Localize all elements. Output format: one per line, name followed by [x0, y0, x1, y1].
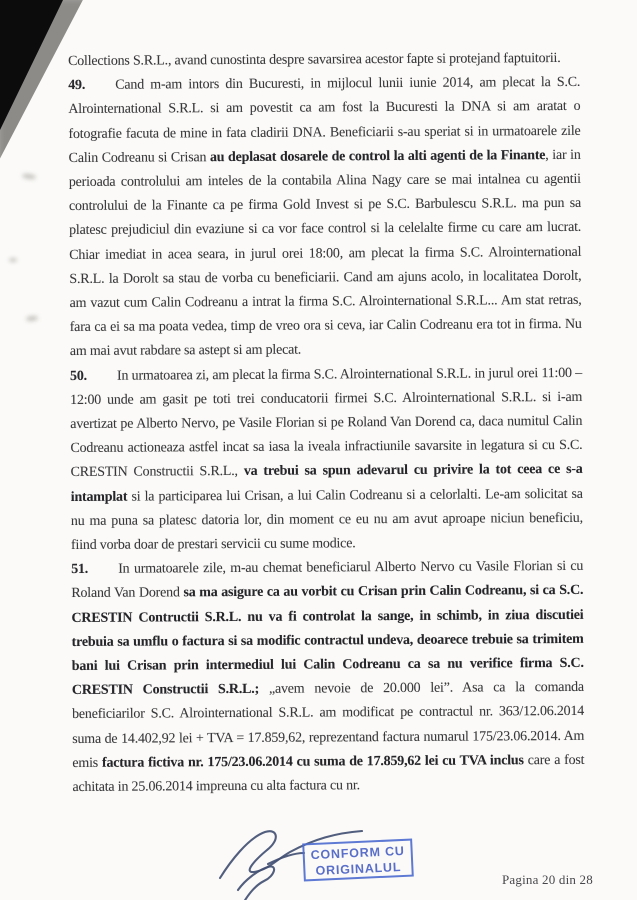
scan-smudge	[22, 173, 37, 180]
text-segment: , iar in perioada controlului am inteles de la contabila Alina Nagy care se mai intalnea cu agentii controlului de la Finante ca pe firma Gold Invest si pe S.C. Barbulescu S.R.L. ma pun sa platesc prejudiciul din evaziune si ca vor face control si la celelalte firme cu care am lucrat. Chiar imediat in acea seara, in jurul orei 18:00, am plecat la firma S.C. Alrointernational S.R.L. la Dorolt sa stau de vorba cu beneficiarii. Cand am ajuns acolo, in localitatea Dorolt, am vazut cum Calin Codreanu a intrat la firma S.C. Alrointernational S.R.L... Am stat retras, fara ca ei sa ma poata vedea, timp de vreo ora si ceva, iar Calin Codreanu era tot in firma. Nu am mai avut rabdare sa astept si am plecat.	[68, 147, 582, 360]
text-segment: Cand m-am intors din Bucuresti, in mijlocul lunii iunie 2014, am plecat la S.C. Alrointernational S.R.L. si am povestit ca am fost la Bucuresti la DNA si am aratat o fotografie facuta de mine in fata cladirii DNA. Beneficiarii s-au speriat si in urmatoarele zile Calin Codreanu si Crisan	[68, 75, 581, 166]
stamp-line-1: CONFORM CU	[310, 843, 405, 863]
text-segment: In urmatoarele zile, m-au chemat beneficiarul Alberto Nervo cu Vasile Florian si cu Roland Van Dorend	[71, 559, 584, 602]
paragraph-number: 50.	[69, 368, 87, 384]
paragraph-49	[68, 71, 582, 365]
bold-text-segment: va trebui sa spun adevarul cu privire la tot ceea ce s-a intamplat	[70, 462, 583, 505]
text-segment: si la participarea lui Crisan, a lui Calin Codreanu si a celorlalti. Le-am solicitat sa nu ma puna sa platesc datoria lor, din moment ce eu nu am avut aproape niciun beneficiu, fiind vorba doar de prestari servicii cu sume modice.	[70, 486, 583, 554]
stamp-line-2: ORIGINALUL	[315, 860, 402, 878]
text-segment: In urmatoarea zi, am plecat la firma S.C. Alrointernational S.R.L. in jurul orei 11:00 – 12:00 unde am gasit pe toti trei conducatorii firmei S.C. Alrointernational S.R.L. si i-am avertizat pe Alberto Nervo, pe Vasile Florian si pe Roland Van Dorend ca, daca numitul Calin Codreanu actioneaza astfel incat sa iasa la iveala infractiunile savarsite in legatura si cu S.C. CRESTIN Constructii S.R.L.,	[70, 365, 583, 481]
bold-text-segment: sa ma asigure ca au vorbit cu Crisan prin Calin Codreanu, si ca S.C. CRESTIN Contructii S.R.L. nu va fi controlat la sange, in schimb, in ziua discutiei trebuia sa umflu o factura si sa modific contractul undeva, deoarece trebuie sa trimitem bani lui Crisan prin intermediul lui Calin Codreanu ca sa nu verifice firma S.C. CRESTIN Constructii S.R.L.;	[71, 583, 584, 699]
scan-smudge	[9, 258, 17, 262]
paragraph-number: 49.	[68, 78, 86, 94]
page-number: Pagina 20 din 28	[502, 872, 593, 887]
paragraph-51	[71, 555, 584, 800]
paragraph-continuation	[68, 47, 580, 74]
paragraph-50	[70, 362, 583, 559]
bold-text-segment: factura fictiva nr. 175/23.06.2014 cu suma de 17.859,62 lei cu TVA inclus	[101, 753, 524, 771]
conform-cu-originalul-stamp	[302, 839, 414, 882]
document-body	[68, 47, 585, 800]
scan-smudge	[26, 315, 38, 321]
bold-text-segment: au deplasat dosarele de control la alti agenti de la Finante	[209, 147, 546, 165]
text-segment: „avem nevoie de 20.000 lei”. Asa ca la comanda beneficiarilor S.C. Alrointernational S.R.L. am modificat pe contractul nr. 363/12.06.2014 suma de 14.402,92 lei + TVA = 17.859,62, reprezentand factura numarul 175/23.06.2014. Am emis	[72, 680, 585, 771]
text-segment: care a fost achitata in 25.06.2014 impreuna cu alta factura cu nr.	[72, 752, 585, 796]
text-segment: Collections S.R.L., avand cunostinta despre savarsirea acestor fapte si protejand faptuitorii.	[68, 50, 561, 69]
paragraph-number: 51.	[71, 562, 89, 578]
